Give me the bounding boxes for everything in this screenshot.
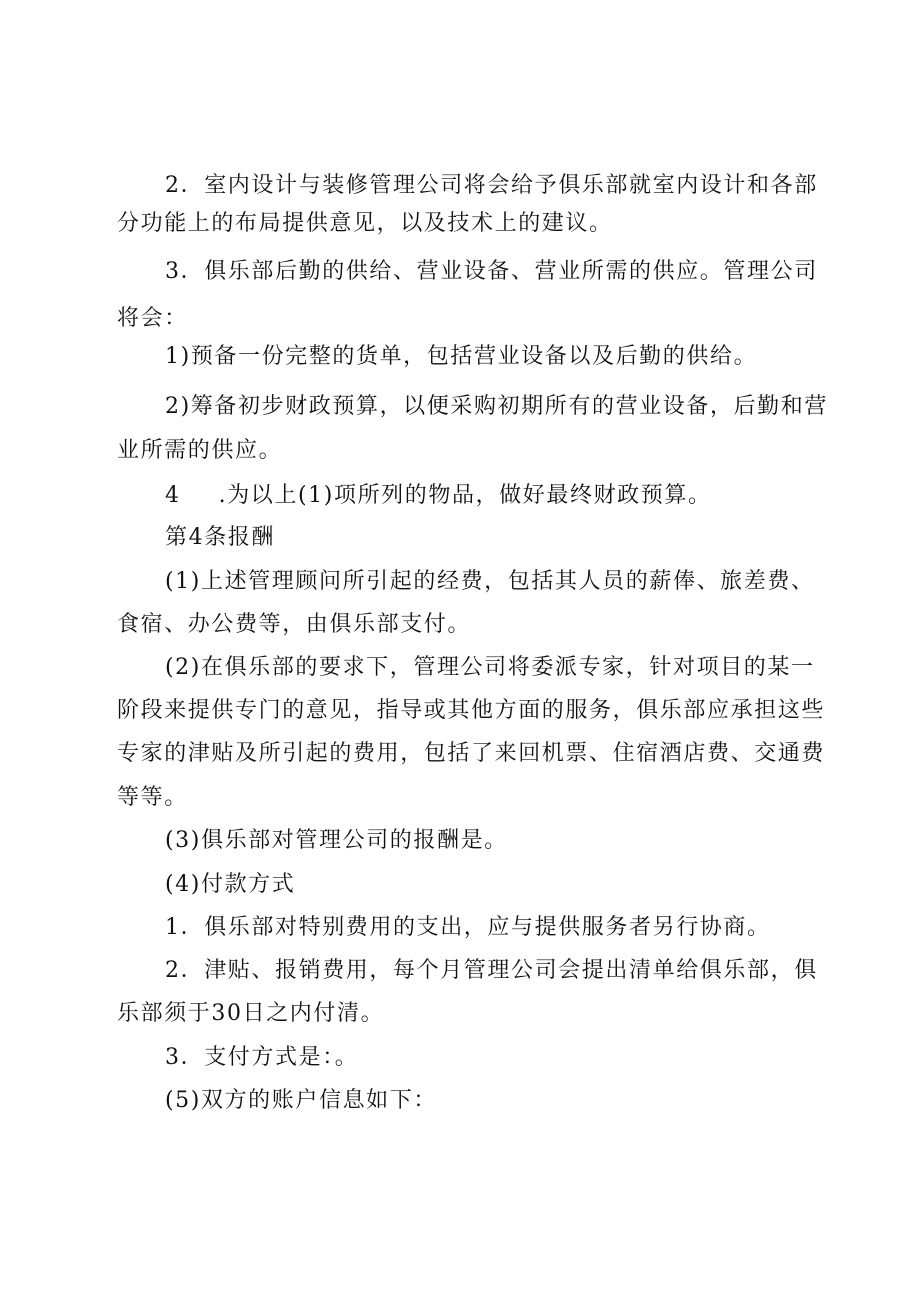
paragraph-line: 1．俱乐部对特别费用的支出，应与提供服务者另行协商。: [165, 915, 771, 940]
item-text: .为以上(1)项所列的物品，做好最终财政预算。: [218, 483, 712, 508]
paragraph-line: (5)双方的账户信息如下：: [165, 1088, 437, 1113]
paragraph-line: 2．津贴、报销费用，每个月管理公司会提出清单给俱乐部，俱: [165, 958, 818, 983]
paragraph-line: 3．俱乐部后勤的供给、营业设备、营业所需的供应。管理公司: [165, 259, 818, 284]
paragraph-line: [165, 482, 712, 510]
paragraph-line: 专家的津贴及所引起的费用，包括了来回机票、住宿酒店费、交通费: [117, 741, 826, 766]
paragraph-line: (4)付款方式: [165, 872, 296, 897]
paragraph-line: (3)俱乐部对管理公司的报酬是。: [165, 828, 508, 853]
paragraph-line: 业所需的供应。: [117, 438, 283, 463]
paragraph-line: 2)筹备初步财政预算，以便采购初期所有的营业设备，后勤和营: [165, 394, 828, 419]
paragraph-line: 分功能上的布局提供意见，以及技术上的建议。: [117, 211, 613, 236]
item-number: 4: [165, 483, 181, 508]
paragraph-line: 1)预备一份完整的货单，包括营业设备以及后勤的供给。: [165, 344, 758, 369]
paragraph-line: (1)上述管理顾问所引起的经费，包括其人员的薪俸、旅差费、: [165, 569, 815, 594]
paragraph-line: 阶段来提供专门的意见，指导或其他方面的服务，俱乐部应承担这些: [117, 698, 826, 723]
paragraph-line: 食宿、办公费等，由俱乐部支付。: [117, 612, 472, 637]
paragraph-line: 3．支付方式是：。: [165, 1045, 359, 1070]
paragraph-line: 2．室内设计与装修管理公司将会给予俱乐部就室内设计和各部: [165, 173, 818, 198]
section-heading: 第4条报酬: [165, 525, 275, 550]
paragraph-line: 等等。: [117, 785, 188, 810]
paragraph-line: 乐部须于30日之内付清。: [117, 1001, 385, 1026]
paragraph-line: (2)在俱乐部的要求下，管理公司将委派专家，针对项目的某一: [165, 655, 815, 680]
paragraph-line: 将会：: [117, 306, 188, 331]
